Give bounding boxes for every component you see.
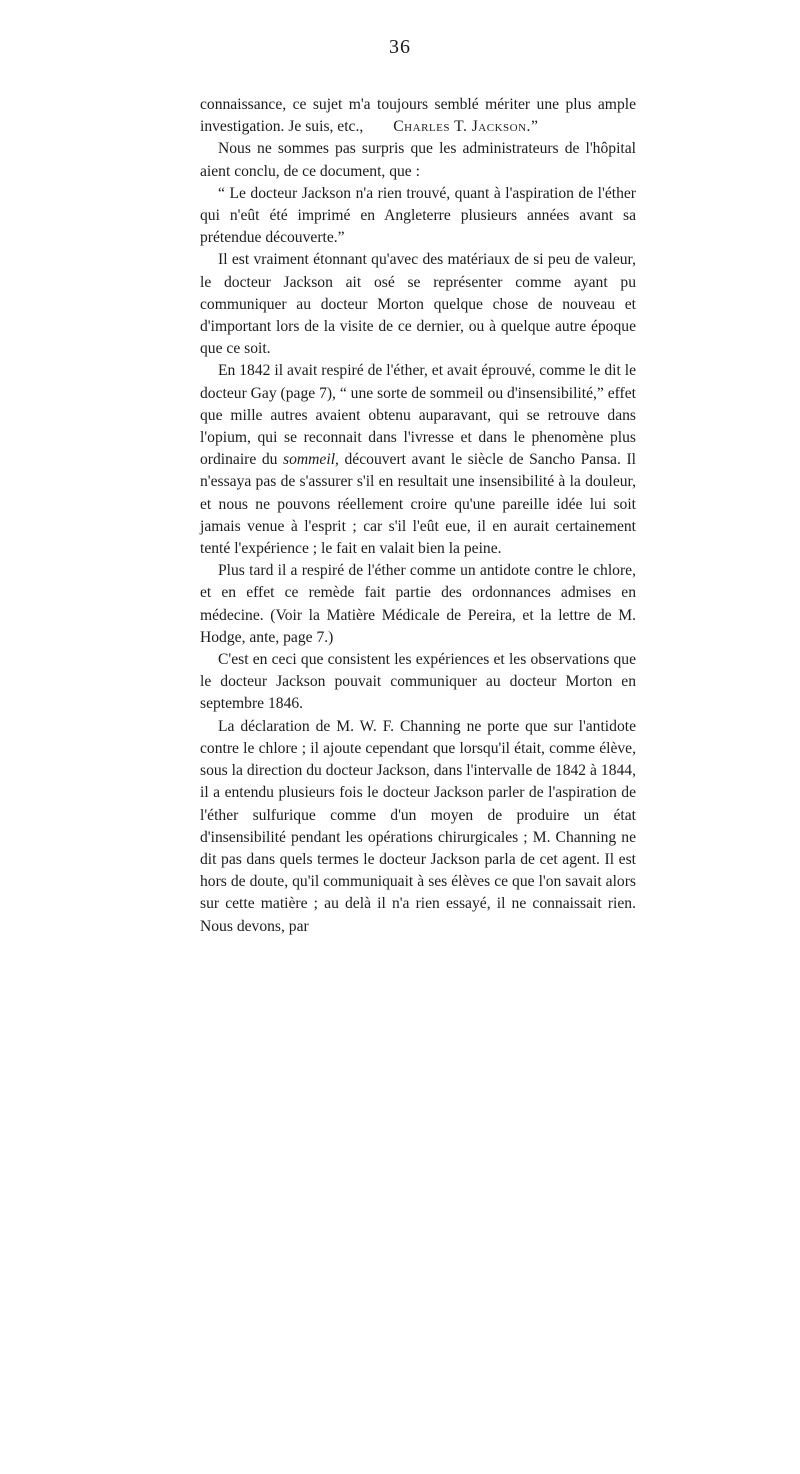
letter-closing (200, 94, 636, 138)
paragraph: La déclaration de M. W. F. Channing ne porte que sur l'antidote contre le chlore ; il ajoute cependant que lorsqu'il était, comme élève, sous la direction du docteur Jackson, dans l'intervalle de 1842 à 1844, il a entendu plusieurs fois le docteur Jackson parler de l'aspiration de l'éther sulfurique comme d'un moyen de produire un état d'insensibilité pendant les opérations chirurgicales ; M. Channing ne dit pas dans quels termes le docteur Jackson parla de cet agent. Il est hors de doute, qu'il communiquait à ses élèves ce que l'on savait alors sur cette matière ; au delà il n'a rien essayé, il ne connaissait rien. Nous devons, par (200, 717, 636, 935)
emphasized-word: sommeil, (283, 451, 339, 469)
letter-signature: Charles T. Jackson.” (393, 118, 539, 136)
paragraph: Il est vraiment étonnant qu'avec des matériaux de si peu de valeur, le docteur Jackson ait osé se représenter comme ayant pu communiquer au docteur Morton quelque chose de nouveau et d'important lors de la visite de ce dernier, ou à quelque autre époque que ce soit. (200, 251, 636, 358)
paragraph: C'est en ceci que consistent les expériences et les observations que le docteur Jackson pouvait communiquer au docteur Morton en septembre 1846. (200, 651, 636, 713)
quotation-paragraph: “ Le docteur Jackson n'a rien trouvé, quant à l'aspiration de l'éther qui n'eût été imprimé en Angleterre plusieurs années avant sa prétendue découverte.” (200, 184, 636, 247)
paragraph: Plus tard il a respiré de l'éther comme un antidote contre le chlore, et en effet ce remède fait partie des ordonnances admises en médecine. (Voir la Matière Médicale de Pereira, et la lettre de M. Hodge, ante, page 7.) (200, 562, 636, 646)
body-text (200, 94, 636, 938)
paragraph: Nous ne sommes pas surpris que les administrateurs de l'hôpital aient conclu, de ce document, que : (200, 140, 636, 180)
paragraph-text: découvert avant le siècle de Sancho Pansa. Il n'essaya pas de s'assurer s'il en resultait une insensibilité à la douleur, et nous ne pouvons réellement croire qu'une pareille idée lui soit jamais venue à l'esprit ; car s'il l'eût eue, il en aurait certainement tenté l'expérience ; le fait en valait bien la peine. (200, 451, 636, 558)
letter-closing-text: connaissance, ce sujet m'a toujours semblé mériter une plus ample investigation. Je suis, etc., (200, 96, 636, 136)
page-number: 36 (389, 36, 411, 58)
paragraph-sommeil (200, 360, 636, 560)
paragraph-text: En 1842 il avait respiré de l'éther, et avait éprouvé, comme le dit le docteur Gay (page 7), “ une sorte de sommeil ou d'insensibilité,” effet que mille autres avaient obtenu auparavant, qui se retrouve dans l'opium, qui se reconnait dans l'ivresse et dans le phenomène plus ordinaire du (200, 362, 636, 469)
